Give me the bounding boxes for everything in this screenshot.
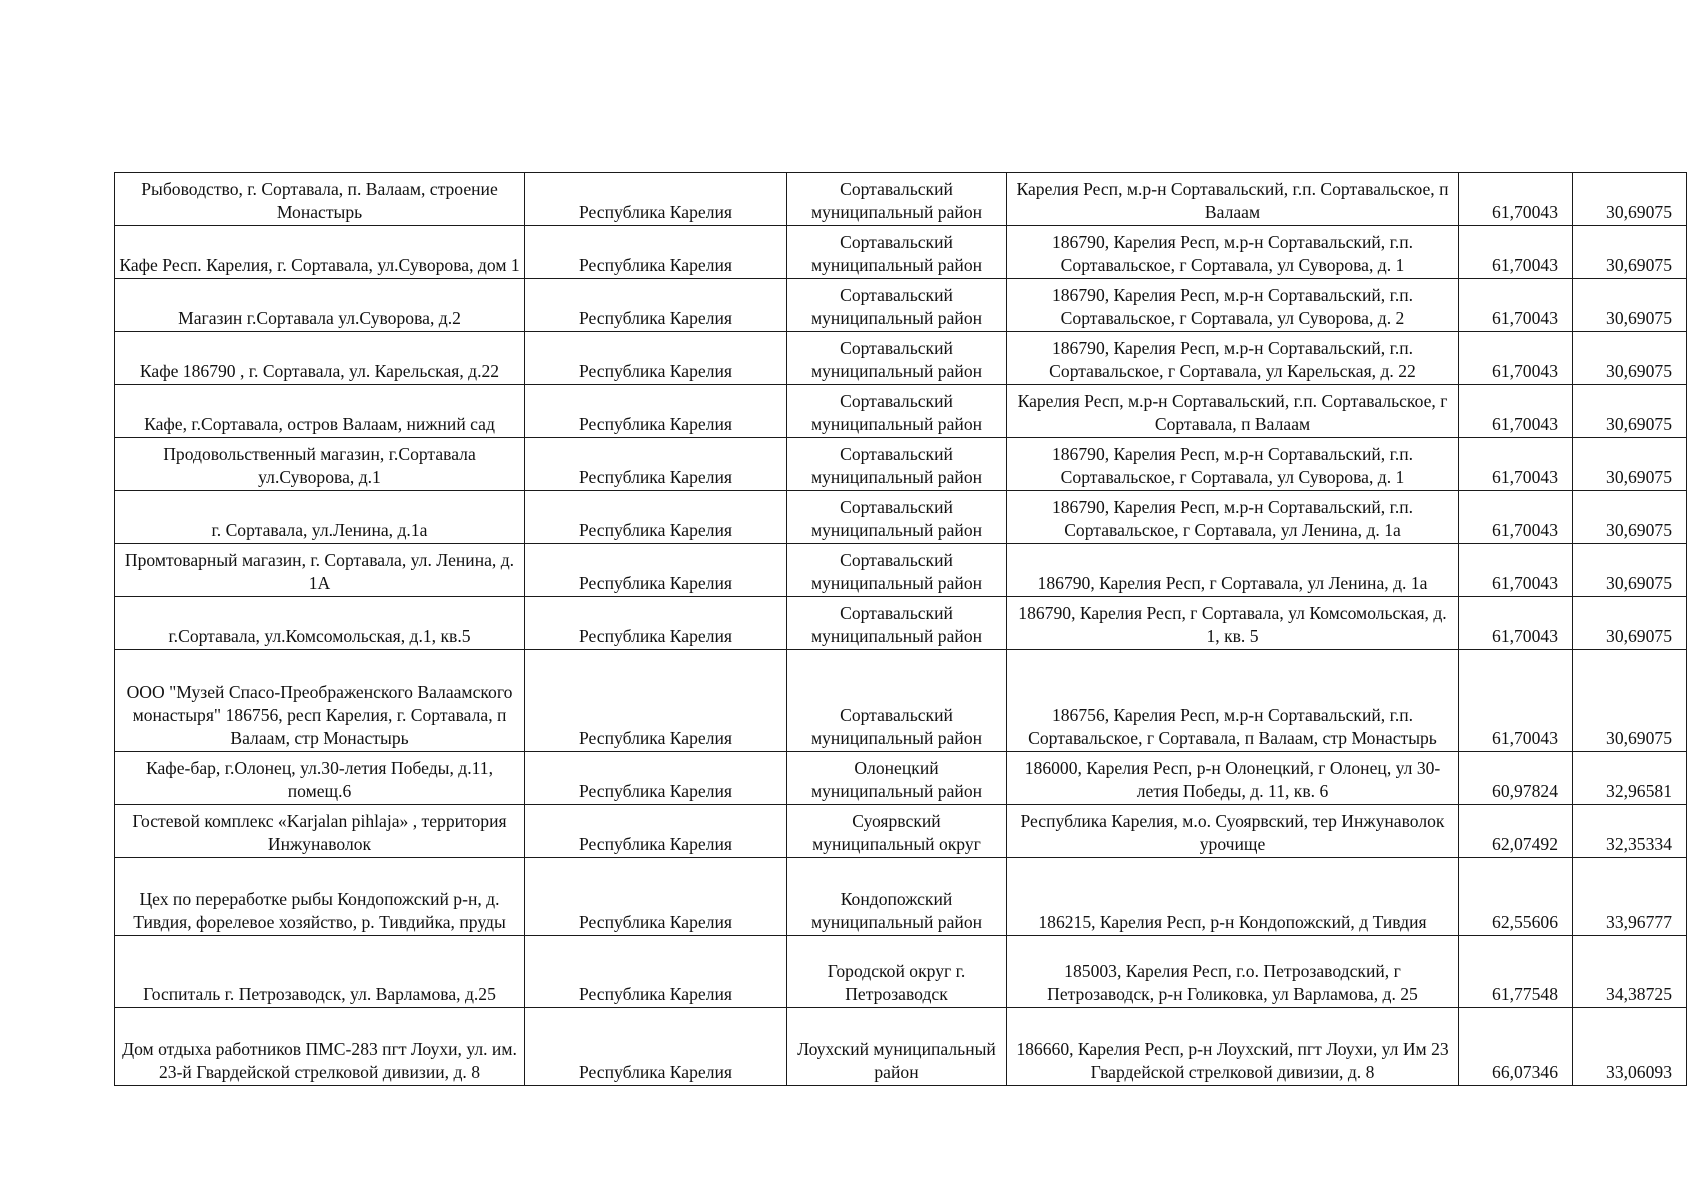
region-cell: Республика Карелия	[525, 1008, 787, 1086]
latitude-cell: 61,70043	[1459, 226, 1573, 279]
longitude-cell: 30,69075	[1573, 173, 1687, 226]
address-cell: 186790, Карелия Респ, м.р-н Сортавальский, г.п. Сортавальское, г Сортавала, ул Ленина, д. 1а	[1007, 491, 1459, 544]
district-cell: Сортавальский муниципальный район	[787, 279, 1007, 332]
object-name-cell: ООО "Музей Спасо-Преображенского Валаамского монастыря" 186756, респ Карелия, г. Сортавала, п Валаам, стр Монастырь	[115, 650, 525, 752]
object-name-cell: г. Сортавала, ул.Ленина, д.1а	[115, 491, 525, 544]
district-cell: Сортавальский муниципальный район	[787, 650, 1007, 752]
address-cell: 186756, Карелия Респ, м.р-н Сортавальский, г.п. Сортавальское, г Сортавала, п Валаам, стр Монастырь	[1007, 650, 1459, 752]
district-cell: Сортавальский муниципальный район	[787, 173, 1007, 226]
address-cell: 186790, Карелия Респ, м.р-н Сортавальский, г.п. Сортавальское, г Сортавала, ул Суворова, д. 1	[1007, 226, 1459, 279]
objects-table	[114, 172, 1687, 1086]
latitude-cell: 62,07492	[1459, 805, 1573, 858]
longitude-cell: 32,96581	[1573, 752, 1687, 805]
latitude-cell: 61,70043	[1459, 173, 1573, 226]
address-cell: Карелия Респ, м.р-н Сортавальский, г.п. Сортавальское, г Сортавала, п Валаам	[1007, 385, 1459, 438]
longitude-cell: 33,96777	[1573, 858, 1687, 936]
latitude-cell: 61,77548	[1459, 936, 1573, 1008]
table-row	[115, 491, 1687, 544]
region-cell: Республика Карелия	[525, 279, 787, 332]
region-cell: Республика Карелия	[525, 385, 787, 438]
district-cell: Сортавальский муниципальный район	[787, 385, 1007, 438]
district-cell: Сортавальский муниципальный район	[787, 438, 1007, 491]
region-cell: Республика Карелия	[525, 173, 787, 226]
region-cell: Республика Карелия	[525, 936, 787, 1008]
address-cell: 186000, Карелия Респ, р-н Олонецкий, г Олонец, ул 30-летия Победы, д. 11, кв. 6	[1007, 752, 1459, 805]
address-cell: 186790, Карелия Респ, м.р-н Сортавальский, г.п. Сортавальское, г Сортавала, ул Суворова, д. 1	[1007, 438, 1459, 491]
district-cell: Суоярвский муниципальный округ	[787, 805, 1007, 858]
longitude-cell: 30,69075	[1573, 650, 1687, 752]
longitude-cell: 32,35334	[1573, 805, 1687, 858]
address-cell: Республика Карелия, м.о. Суоярвский, тер Инжунаволок урочище	[1007, 805, 1459, 858]
latitude-cell: 66,07346	[1459, 1008, 1573, 1086]
table-row	[115, 544, 1687, 597]
district-cell: Городской округ г. Петрозаводск	[787, 936, 1007, 1008]
object-name-cell: Рыбоводство, г. Сортавала, п. Валаам, строение Монастырь	[115, 173, 525, 226]
region-cell: Республика Карелия	[525, 858, 787, 936]
longitude-cell: 33,06093	[1573, 1008, 1687, 1086]
region-cell: Республика Карелия	[525, 226, 787, 279]
address-cell: 186790, Карелия Респ, м.р-н Сортавальский, г.п. Сортавальское, г Сортавала, ул Карельская, д. 22	[1007, 332, 1459, 385]
longitude-cell: 30,69075	[1573, 491, 1687, 544]
object-name-cell: Цех по переработке рыбы Кондопожский р-н, д. Тивдия, форелевое хозяйство, р. Тивдийка, пруды	[115, 858, 525, 936]
object-name-cell: Гостевой комплекс «Karjalan pihlaja» , территория Инжунаволок	[115, 805, 525, 858]
object-name-cell: Магазин г.Сортавала ул.Суворова, д.2	[115, 279, 525, 332]
district-cell: Сортавальский муниципальный район	[787, 491, 1007, 544]
object-name-cell: г.Сортавала, ул.Комсомольская, д.1, кв.5	[115, 597, 525, 650]
longitude-cell: 30,69075	[1573, 544, 1687, 597]
table-row	[115, 173, 1687, 226]
address-cell: 186790, Карелия Респ, г Сортавала, ул Комсомольская, д. 1, кв. 5	[1007, 597, 1459, 650]
object-name-cell: Кафе 186790 , г. Сортавала, ул. Карельская, д.22	[115, 332, 525, 385]
address-cell: Карелия Респ, м.р-н Сортавальский, г.п. Сортавальское, п Валаам	[1007, 173, 1459, 226]
table-row	[115, 332, 1687, 385]
district-cell: Сортавальский муниципальный район	[787, 544, 1007, 597]
longitude-cell: 34,38725	[1573, 936, 1687, 1008]
district-cell: Лоухский муниципальный район	[787, 1008, 1007, 1086]
object-name-cell: Госпиталь г. Петрозаводск, ул. Варламова, д.25	[115, 936, 525, 1008]
region-cell: Республика Карелия	[525, 650, 787, 752]
region-cell: Республика Карелия	[525, 544, 787, 597]
latitude-cell: 61,70043	[1459, 650, 1573, 752]
table-row	[115, 936, 1687, 1008]
latitude-cell: 61,70043	[1459, 491, 1573, 544]
district-cell: Сортавальский муниципальный район	[787, 332, 1007, 385]
object-name-cell: Дом отдыха работников ПМС-283 пгт Лоухи, ул. им. 23-й Гвардейской стрелковой дивизии, д. 8	[115, 1008, 525, 1086]
latitude-cell: 60,97824	[1459, 752, 1573, 805]
district-cell: Олонецкий муниципальный район	[787, 752, 1007, 805]
region-cell: Республика Карелия	[525, 491, 787, 544]
latitude-cell: 62,55606	[1459, 858, 1573, 936]
object-name-cell: Кафе, г.Сортавала, остров Валаам, нижний сад	[115, 385, 525, 438]
longitude-cell: 30,69075	[1573, 597, 1687, 650]
table-row	[115, 279, 1687, 332]
longitude-cell: 30,69075	[1573, 385, 1687, 438]
latitude-cell: 61,70043	[1459, 332, 1573, 385]
table-row	[115, 597, 1687, 650]
object-name-cell: Кафе Респ. Карелия, г. Сортавала, ул.Суворова, дом 1	[115, 226, 525, 279]
address-cell: 186790, Карелия Респ, г Сортавала, ул Ленина, д. 1а	[1007, 544, 1459, 597]
address-cell: 185003, Карелия Респ, г.о. Петрозаводский, г Петрозаводск, р-н Голиковка, ул Варламова, д. 25	[1007, 936, 1459, 1008]
object-name-cell: Кафе-бар, г.Олонец, ул.30-летия Победы, д.11, помещ.6	[115, 752, 525, 805]
latitude-cell: 61,70043	[1459, 438, 1573, 491]
object-name-cell: Промтоварный магазин, г. Сортавала, ул. Ленина, д. 1А	[115, 544, 525, 597]
table-row	[115, 858, 1687, 936]
region-cell: Республика Карелия	[525, 752, 787, 805]
table-row	[115, 438, 1687, 491]
longitude-cell: 30,69075	[1573, 332, 1687, 385]
address-cell: 186790, Карелия Респ, м.р-н Сортавальский, г.п. Сортавальское, г Сортавала, ул Суворова, д. 2	[1007, 279, 1459, 332]
region-cell: Республика Карелия	[525, 438, 787, 491]
longitude-cell: 30,69075	[1573, 226, 1687, 279]
region-cell: Республика Карелия	[525, 805, 787, 858]
latitude-cell: 61,70043	[1459, 385, 1573, 438]
table-row	[115, 650, 1687, 752]
region-cell: Республика Карелия	[525, 332, 787, 385]
latitude-cell: 61,70043	[1459, 279, 1573, 332]
district-cell: Сортавальский муниципальный район	[787, 226, 1007, 279]
table-row	[115, 1008, 1687, 1086]
latitude-cell: 61,70043	[1459, 544, 1573, 597]
object-name-cell: Продовольственный магазин, г.Сортавала ул.Суворова, д.1	[115, 438, 525, 491]
table-row	[115, 805, 1687, 858]
latitude-cell: 61,70043	[1459, 597, 1573, 650]
table-row	[115, 226, 1687, 279]
region-cell: Республика Карелия	[525, 597, 787, 650]
district-cell: Кондопожский муниципальный район	[787, 858, 1007, 936]
longitude-cell: 30,69075	[1573, 279, 1687, 332]
address-cell: 186215, Карелия Респ, р-н Кондопожский, д Тивдия	[1007, 858, 1459, 936]
address-cell: 186660, Карелия Респ, р-н Лоухский, пгт Лоухи, ул Им 23 Гвардейской стрелковой дивизии, д. 8	[1007, 1008, 1459, 1086]
objects-table-body	[115, 173, 1687, 1086]
table-row	[115, 385, 1687, 438]
longitude-cell: 30,69075	[1573, 438, 1687, 491]
table-row	[115, 752, 1687, 805]
district-cell: Сортавальский муниципальный район	[787, 597, 1007, 650]
